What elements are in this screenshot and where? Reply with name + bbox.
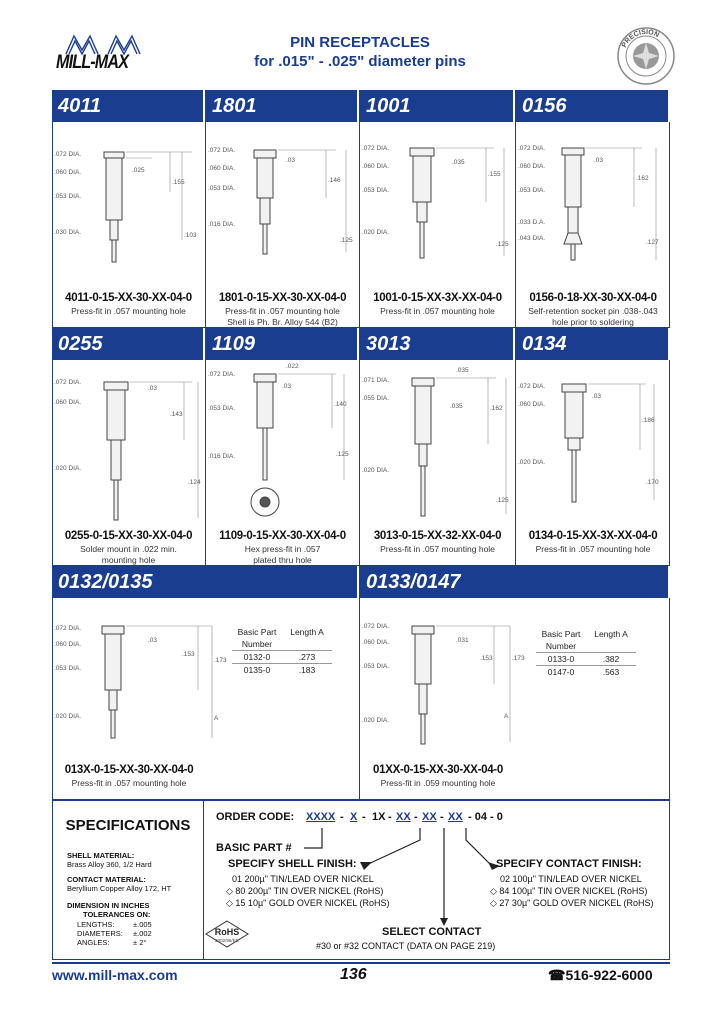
dim-label: .055 DIA. bbox=[362, 395, 390, 402]
dim-label: .072 DIA. bbox=[208, 371, 236, 378]
part-number: 0255-0-15-XX-30-XX-04-0 bbox=[64, 530, 193, 542]
drawing-0134 bbox=[516, 360, 670, 530]
drawing-0255 bbox=[52, 360, 206, 530]
dim-label: A bbox=[214, 715, 219, 722]
series-header: 4011 bbox=[52, 90, 205, 122]
code-x: X bbox=[350, 811, 358, 823]
contact-material-value: Beryllium Copper Alloy 172, HT bbox=[67, 884, 172, 893]
dim-label: .03 bbox=[592, 393, 602, 400]
dim-label: .170 bbox=[646, 479, 659, 486]
dim-label: .020 DIA. bbox=[362, 229, 390, 236]
mounting-note: Press-fit in .057 mounting hole bbox=[380, 306, 495, 316]
product-cell-0156[interactable] bbox=[516, 90, 670, 328]
shell-material-value: Brass Alloy 360, 1/2 Hard bbox=[67, 860, 152, 869]
dim-label: .155 bbox=[172, 179, 185, 186]
dim-label: A bbox=[504, 713, 509, 720]
dim-label: .072 DIA. bbox=[518, 383, 546, 390]
dim-label: .060 DIA. bbox=[362, 163, 390, 170]
precision-seal-icon bbox=[616, 26, 676, 86]
contact-finish-title: SPECIFY CONTACT FINISH: bbox=[496, 858, 642, 870]
material-note: Shell is Ph. Br. Alloy 544 (B2) bbox=[227, 317, 338, 327]
shell-finish-80: ◇ 80 200µ" TIN OVER NICKEL (RoHS) bbox=[226, 886, 384, 896]
product-cell-0134[interactable] bbox=[516, 328, 670, 566]
contact-finish-27: ◇ 27 30µ" GOLD OVER NICKEL (RoHS) bbox=[490, 898, 654, 908]
dim-label: .140 bbox=[334, 401, 347, 408]
series-header: 1801 bbox=[206, 90, 359, 122]
dim-label: .153 bbox=[182, 651, 195, 658]
series-header: 1109 bbox=[206, 328, 359, 360]
dim-label: .043 DIA. bbox=[518, 235, 546, 242]
dim-label: .072 DIA. bbox=[54, 379, 82, 386]
product-cell-1801[interactable] bbox=[206, 90, 360, 328]
seal-text: PRECISION bbox=[620, 28, 661, 49]
code-dash: - bbox=[340, 811, 344, 823]
dim-label: .127 bbox=[646, 239, 659, 246]
table-row bbox=[232, 663, 332, 676]
part-number: 4011-0-15-XX-30-XX-04-0 bbox=[65, 292, 192, 304]
drawing-013x bbox=[52, 598, 232, 768]
code-dash: - bbox=[440, 811, 444, 823]
dim-label: .060 DIA. bbox=[518, 401, 546, 408]
mounting-note: Press-fit in .057 mounting hole bbox=[225, 306, 340, 316]
dim-label: .162 bbox=[490, 405, 503, 412]
part-number: 0134-0-15-XX-3X-XX-04-0 bbox=[528, 530, 658, 542]
product-row-1 bbox=[52, 90, 670, 328]
select-contact-title: SELECT CONTACT bbox=[382, 926, 482, 938]
table-header-length: Length A bbox=[594, 629, 628, 639]
shell-finish-15: ◇ 15 10µ" GOLD OVER NICKEL (RoHS) bbox=[226, 898, 390, 908]
dim-label: .146 bbox=[328, 177, 341, 184]
dim-label: .072 DIA. bbox=[362, 145, 390, 152]
series-header: 1001 bbox=[360, 90, 515, 122]
code-tail: - 04 - 0 bbox=[468, 811, 503, 823]
mounting-note: Self-retention socket pin .038-.043 bbox=[528, 306, 658, 316]
table-cell: 0147-0 bbox=[547, 667, 575, 677]
product-cell-0133-0147[interactable] bbox=[360, 566, 670, 800]
mounting-note-2: mounting hole bbox=[101, 555, 156, 565]
dim-label: .060 DIA. bbox=[518, 163, 546, 170]
dim-label: .060 DIA. bbox=[208, 165, 236, 172]
dim-label: .072 DIA. bbox=[362, 623, 390, 630]
tolerance-label: TOLERANCES ON: bbox=[83, 910, 151, 919]
dim-label: .060 DIA. bbox=[362, 639, 390, 646]
tolerance-length-value: ±.005 bbox=[133, 920, 152, 929]
drawing-0156 bbox=[516, 122, 670, 292]
dim-label: .124 bbox=[188, 479, 201, 486]
dim-label: .030 DIA. bbox=[54, 229, 82, 236]
table-header-part: Basic Part Number bbox=[541, 629, 581, 651]
dim-label: .060 DIA. bbox=[54, 169, 82, 176]
product-cell-0255[interactable] bbox=[52, 328, 206, 566]
mounting-note-2: plated thru hole bbox=[253, 555, 312, 565]
tolerance-diameter-value: ±.002 bbox=[133, 929, 152, 938]
dim-label: .020 DIA. bbox=[54, 465, 82, 472]
tolerance-length-label: LENGTHS: bbox=[77, 920, 115, 929]
tolerance-angle-label: ANGLES: bbox=[77, 938, 110, 947]
mill-max-logo bbox=[52, 32, 162, 76]
dim-label: .03 bbox=[148, 385, 158, 392]
dim-label: .125 bbox=[496, 497, 509, 504]
code-basic-part: XXXX bbox=[306, 811, 336, 823]
dim-label: .020 DIA. bbox=[54, 713, 82, 720]
table-cell: .183 bbox=[298, 665, 316, 675]
dim-label: .173 bbox=[214, 657, 227, 664]
table-cell: 0132-0 bbox=[243, 652, 271, 662]
shell-finish-01: 01 200µ" TIN/LEAD OVER NICKEL bbox=[232, 874, 374, 884]
contact-finish-02: 02 100µ" TIN/LEAD OVER NICKEL bbox=[500, 874, 642, 884]
table-cell: .563 bbox=[602, 667, 620, 677]
dim-label: .03 bbox=[282, 383, 292, 390]
rohs-text: RoHS bbox=[214, 927, 240, 937]
dim-label: .072 DIA. bbox=[54, 151, 82, 158]
footer-url[interactable]: www.mill-max.com bbox=[52, 967, 178, 983]
code-dash: - bbox=[414, 811, 418, 823]
dim-label: .053 DIA. bbox=[208, 405, 236, 412]
drawing-1109 bbox=[206, 360, 360, 530]
dim-label: .03 bbox=[148, 637, 158, 644]
tolerance-diameter-label: DIAMETERS: bbox=[77, 929, 123, 938]
contact-finish-84: ◇ 84 100µ" TIN OVER NICKEL (RoHS) bbox=[490, 886, 648, 896]
mounting-note: Press-fit in .057 mounting hole bbox=[71, 778, 187, 788]
dim-label: .053 DIA. bbox=[518, 187, 546, 194]
dim-label: .186 bbox=[642, 417, 655, 424]
table-cell: .382 bbox=[602, 654, 620, 664]
product-cell-0132-0135[interactable] bbox=[52, 566, 360, 800]
title-line-2: for .015" - .025" diameter pins bbox=[254, 53, 466, 70]
series-header: 0132/0135 bbox=[52, 566, 359, 598]
dim-label: .035 bbox=[452, 159, 465, 166]
part-number: 01XX-0-15-XX-30-XX-04-0 bbox=[373, 764, 503, 776]
dim-label: .125 bbox=[496, 241, 509, 248]
dim-label: .155 bbox=[488, 171, 501, 178]
page-title bbox=[230, 33, 490, 71]
code-1x: 1X bbox=[372, 811, 386, 823]
shell-finish-title: SPECIFY SHELL FINISH: bbox=[228, 858, 357, 870]
drawing-1801 bbox=[206, 122, 360, 292]
mounting-note: Press-fit in .057 mounting hole bbox=[71, 306, 186, 316]
drawing-01xx bbox=[360, 598, 540, 768]
mounting-note: Hex press-fit in .057 bbox=[244, 544, 321, 554]
dim-label: .016 DIA. bbox=[208, 453, 236, 460]
drawing-1001 bbox=[360, 122, 516, 292]
product-cell-4011[interactable] bbox=[52, 90, 206, 328]
drawing-4011 bbox=[52, 122, 206, 292]
product-cell-1109[interactable] bbox=[206, 328, 360, 566]
dim-label: .025 bbox=[132, 167, 145, 174]
dim-label: .125 bbox=[336, 451, 349, 458]
dim-label: .03 bbox=[286, 157, 296, 164]
rohs-sub: 2002/95/EC bbox=[215, 938, 239, 943]
table-header-part: Basic Part Number bbox=[237, 627, 277, 649]
dim-label: .072 DIA. bbox=[208, 147, 236, 154]
series-header: 3013 bbox=[360, 328, 515, 360]
mounting-note: Press-fit in .057 mounting hole bbox=[535, 544, 651, 554]
rohs-badge bbox=[205, 920, 249, 948]
mounting-note: Press-fit in .057 mounting hole bbox=[380, 544, 495, 554]
series-header: 0156 bbox=[516, 90, 670, 122]
dim-label: .071 DIA. bbox=[362, 377, 390, 384]
dim-label: .153 bbox=[480, 655, 493, 662]
dim-label: .143 bbox=[170, 411, 183, 418]
part-number: 013X-0-15-XX-30-XX-04-0 bbox=[64, 764, 194, 776]
dim-label: .03 bbox=[594, 157, 604, 164]
table-cell: 0133-0 bbox=[547, 654, 575, 664]
part-number: 1109-0-15-XX-30-XX-04-0 bbox=[219, 530, 346, 542]
dim-label: .020 DIA. bbox=[362, 717, 390, 724]
product-cell-1001[interactable] bbox=[360, 90, 516, 328]
dim-label: .053 DIA. bbox=[362, 187, 390, 194]
dim-label: .031 bbox=[456, 637, 469, 644]
dim-label: .053 DIA. bbox=[208, 185, 236, 192]
dim-label: .022 bbox=[286, 363, 299, 370]
dim-label: .060 DIA. bbox=[54, 399, 82, 406]
page-number: 136 bbox=[340, 966, 367, 983]
code-shell-finish: XX bbox=[396, 811, 411, 823]
table-row bbox=[536, 665, 636, 678]
mounting-note: Solder mount in .022 min. bbox=[80, 544, 177, 554]
series-header: 0133/0147 bbox=[360, 566, 670, 598]
product-row-2 bbox=[52, 328, 670, 566]
dim-label: .035 bbox=[456, 367, 469, 374]
contact-material-label: CONTACT MATERIAL: bbox=[67, 875, 146, 884]
series-header: 0134 bbox=[516, 328, 670, 360]
dim-label: .020 DIA. bbox=[518, 459, 546, 466]
specifications-title: SPECIFICATIONS bbox=[65, 817, 191, 834]
shell-material-label: SHELL MATERIAL: bbox=[67, 851, 135, 860]
dim-label: .103 bbox=[184, 232, 197, 239]
table-cell: 0135-0 bbox=[243, 665, 271, 675]
drawing-3013 bbox=[360, 360, 516, 530]
dim-label: .072 DIA. bbox=[518, 145, 546, 152]
specifications-box bbox=[52, 800, 204, 960]
basic-part-label: BASIC PART # bbox=[216, 842, 292, 854]
code-dash: - bbox=[388, 811, 392, 823]
product-row-3 bbox=[52, 566, 670, 800]
part-number: 1001-0-15-XX-3X-XX-04-0 bbox=[373, 292, 502, 304]
dim-label: .072 DIA. bbox=[54, 625, 82, 632]
tolerance-angle-value: ± 2° bbox=[133, 938, 147, 947]
product-cell-3013[interactable] bbox=[360, 328, 516, 566]
dim-label: .173 bbox=[512, 655, 525, 662]
table-row bbox=[232, 650, 332, 663]
contact-line: #30 or #32 CONTACT (DATA ON PAGE 219) bbox=[316, 941, 496, 951]
footer-phone[interactable]: ☎516-922-6000 bbox=[548, 967, 653, 983]
length-table-013x bbox=[232, 626, 332, 676]
title-line-1: PIN RECEPTACLES bbox=[290, 34, 430, 51]
series-header: 0255 bbox=[52, 328, 205, 360]
part-number: 3013-0-15-XX-32-XX-04-0 bbox=[373, 530, 502, 542]
table-header-length: Length A bbox=[290, 627, 324, 637]
length-table-01xx bbox=[536, 628, 636, 678]
table-cell: .273 bbox=[298, 652, 316, 662]
part-number: 1801-0-15-XX-30-XX-04-0 bbox=[218, 292, 347, 304]
dim-label: .053 DIA. bbox=[362, 663, 390, 670]
code-contact: XX bbox=[422, 811, 437, 823]
dim-label: .053 DIA. bbox=[54, 193, 82, 200]
dim-label: .020 DIA. bbox=[362, 467, 390, 474]
mounting-note-2: hole prior to soldering bbox=[552, 317, 634, 327]
dim-label: .125 bbox=[340, 237, 353, 244]
dim-label: .053 DIA. bbox=[54, 665, 82, 672]
dim-label: .035 bbox=[450, 403, 463, 410]
dim-label: .060 DIA. bbox=[54, 641, 82, 648]
code-contact-finish: XX bbox=[448, 811, 463, 823]
order-code-label: ORDER CODE: bbox=[216, 811, 295, 823]
part-number: 0156-0-18-XX-30-XX-04-0 bbox=[529, 292, 657, 304]
mounting-note: Press-fit in .059 mounting hole bbox=[380, 778, 496, 788]
table-row bbox=[536, 652, 636, 665]
dim-label: .162 bbox=[636, 175, 649, 182]
dimension-label: DIMENSION IN INCHES bbox=[67, 901, 150, 910]
code-dash: - bbox=[362, 811, 366, 823]
dim-label: .033 D.A. bbox=[518, 219, 546, 226]
footer-divider bbox=[52, 962, 670, 964]
logo-text: MILL-MAX bbox=[56, 52, 129, 73]
dim-label: .016 DIA. bbox=[208, 221, 236, 228]
